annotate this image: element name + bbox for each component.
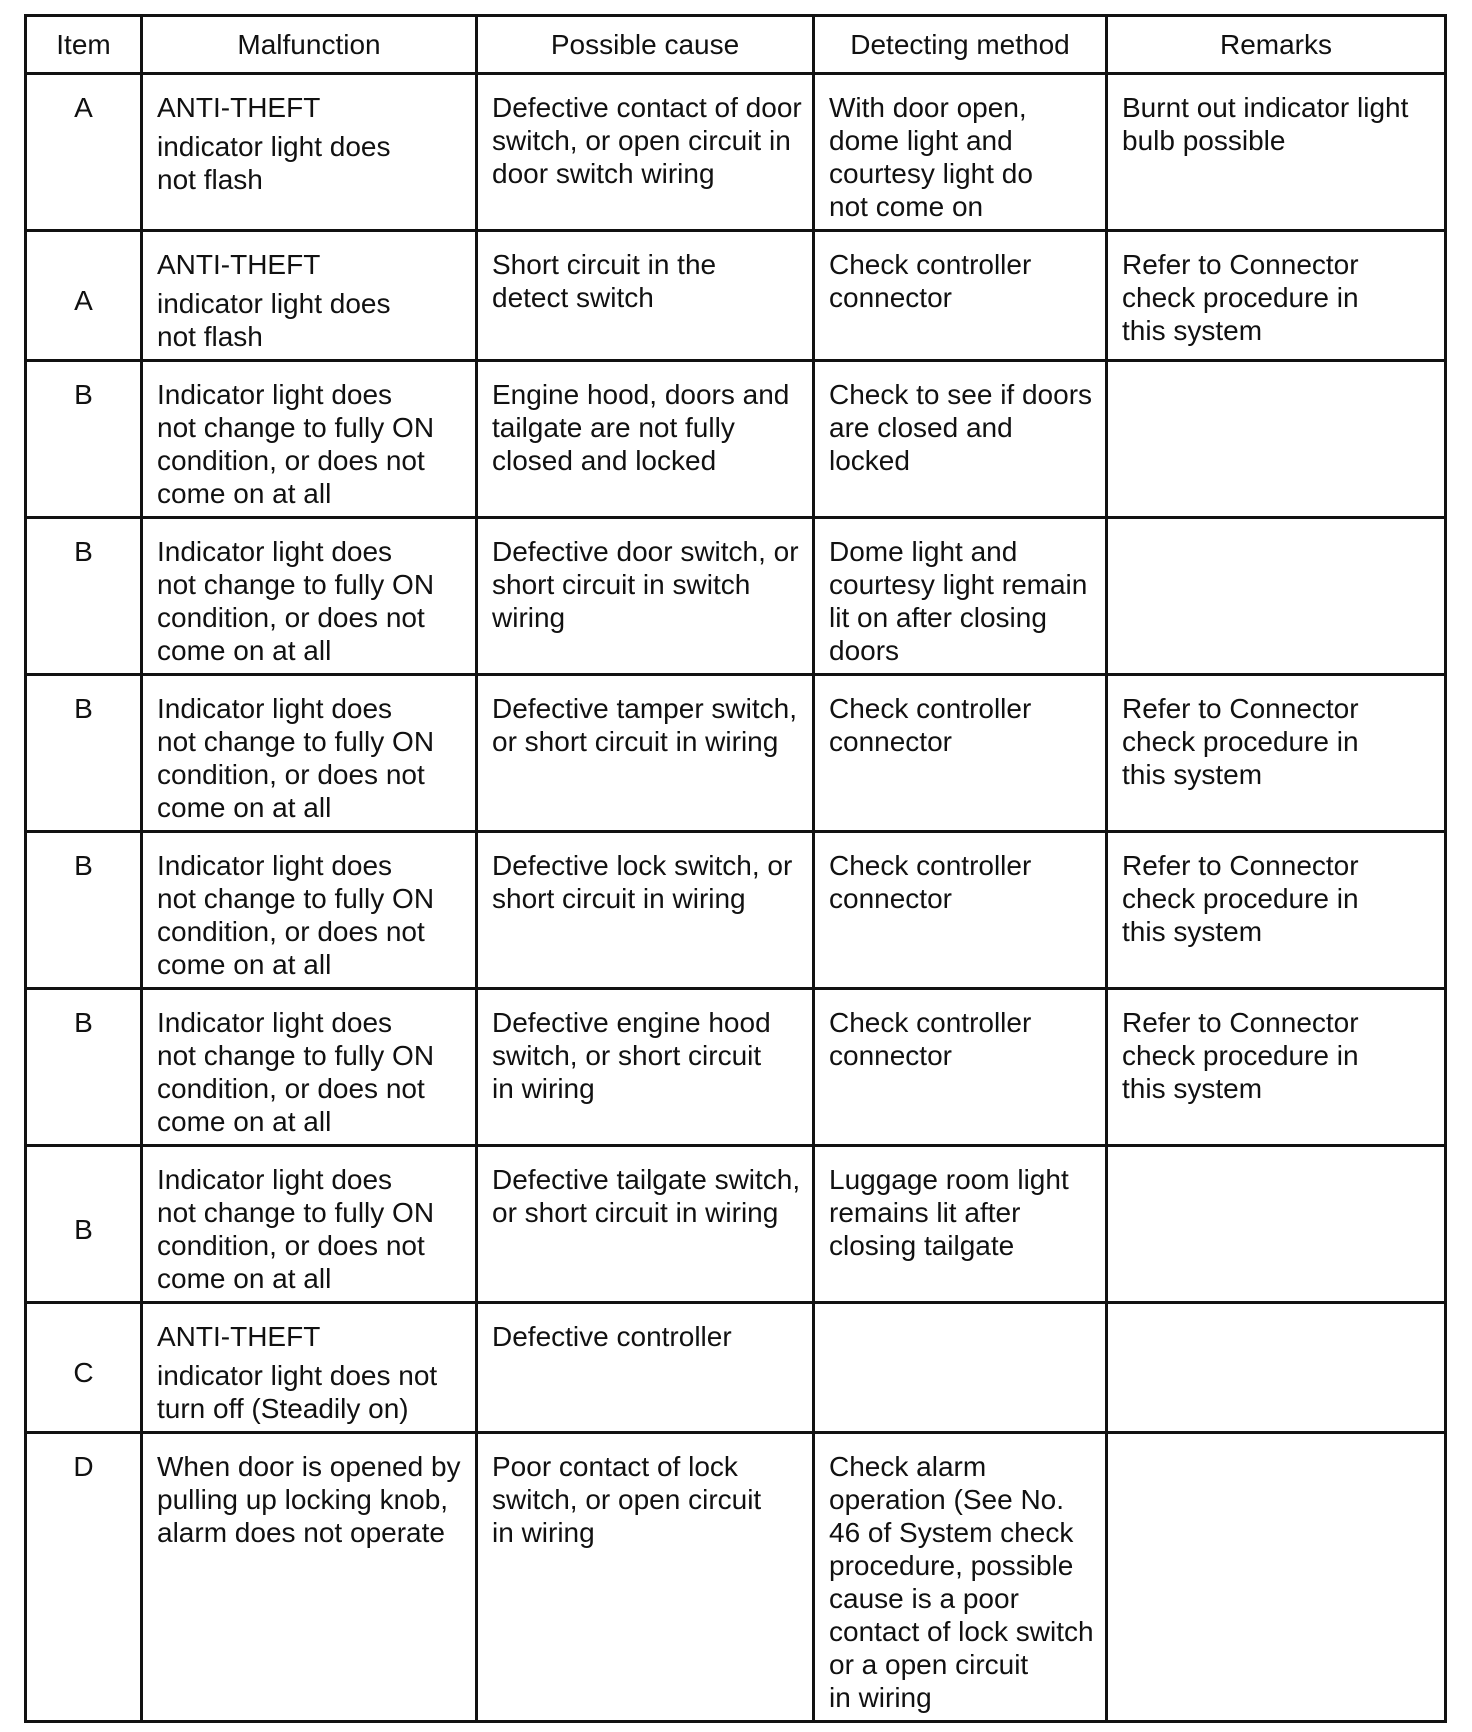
cell-detecting-method: Check controller connector	[814, 675, 1107, 832]
cell-detecting-method: Check controller connector	[814, 832, 1107, 989]
table-row	[26, 1433, 1446, 1722]
cell-possible-cause: Defective door switch, or short circuit in switch wiring	[477, 518, 814, 675]
header-row	[26, 16, 1446, 74]
cell-malfunction: Indicator light does not change to fully ON condition, or does not come on at all	[142, 361, 477, 518]
cell-remarks: Refer to Connector check procedure in this system	[1107, 231, 1446, 361]
cell-detecting-method: With door open, dome light and courtesy light do not come on	[814, 74, 1107, 231]
cell-item: B	[26, 1146, 142, 1303]
cell-remarks: Burnt out indicator light bulb possible	[1107, 74, 1446, 231]
table-row	[26, 675, 1446, 832]
table-row	[26, 989, 1446, 1146]
cell-malfunction: Indicator light does not change to fully ON condition, or does not come on at all	[142, 832, 477, 989]
cell-remarks	[1107, 1303, 1446, 1433]
cell-remarks	[1107, 1433, 1446, 1722]
cell-item: A	[26, 74, 142, 231]
cell-possible-cause: Defective lock switch, or short circuit in wiring	[477, 832, 814, 989]
cell-detecting-method	[814, 1303, 1107, 1433]
cell-item: B	[26, 518, 142, 675]
cell-item: B	[26, 832, 142, 989]
cell-detecting-method: Check to see if doors are closed and locked	[814, 361, 1107, 518]
cell-item: C	[26, 1303, 142, 1433]
cell-malfunction	[142, 231, 477, 361]
table-row	[26, 231, 1446, 361]
cell-malfunction: Indicator light does not change to fully ON condition, or does not come on at all	[142, 518, 477, 675]
cell-detecting-method: Check alarm operation (See No. 46 of System check procedure, possible cause is a poor contact of lock switch or a open circuit in wiring	[814, 1433, 1107, 1722]
table-row	[26, 361, 1446, 518]
cell-possible-cause: Defective tailgate switch, or short circuit in wiring	[477, 1146, 814, 1303]
malfunction-title: ANTI-THEFT	[157, 1321, 321, 1352]
table-row	[26, 1146, 1446, 1303]
cell-item: B	[26, 675, 142, 832]
cell-possible-cause: Defective tamper switch, or short circuit in wiring	[477, 675, 814, 832]
cell-remarks: Refer to Connector check procedure in this system	[1107, 989, 1446, 1146]
cell-malfunction	[142, 1303, 477, 1433]
header-detecting-method: Detecting method	[814, 16, 1107, 74]
troubleshooting-table-container	[24, 14, 1444, 1723]
header-possible-cause: Possible cause	[477, 16, 814, 74]
cell-malfunction: Indicator light does not change to fully ON condition, or does not come on at all	[142, 675, 477, 832]
malfunction-text: indicator light does not turn off (Steadily on)	[157, 1360, 438, 1424]
table-row	[26, 518, 1446, 675]
header-malfunction: Malfunction	[142, 16, 477, 74]
cell-item: B	[26, 989, 142, 1146]
malfunction-text: indicator light does not flash	[157, 131, 391, 195]
table-row	[26, 832, 1446, 989]
cell-detecting-method: Check controller connector	[814, 231, 1107, 361]
cell-item: A	[26, 231, 142, 361]
cell-possible-cause: Defective contact of door switch, or open circuit in door switch wiring	[477, 74, 814, 231]
cell-remarks: Refer to Connector check procedure in this system	[1107, 832, 1446, 989]
cell-malfunction: When door is opened by pulling up locking knob, alarm does not operate	[142, 1433, 477, 1722]
cell-remarks	[1107, 1146, 1446, 1303]
cell-detecting-method: Dome light and courtesy light remain lit on after closing doors	[814, 518, 1107, 675]
cell-malfunction	[142, 74, 477, 231]
table-row	[26, 74, 1446, 231]
cell-remarks: Refer to Connector check procedure in this system	[1107, 675, 1446, 832]
table-row	[26, 1303, 1446, 1433]
malfunction-title: ANTI-THEFT	[157, 249, 321, 280]
header-remarks: Remarks	[1107, 16, 1446, 74]
cell-possible-cause: Defective controller	[477, 1303, 814, 1433]
cell-detecting-method: Check controller connector	[814, 989, 1107, 1146]
troubleshooting-table	[24, 14, 1447, 1723]
cell-malfunction: Indicator light does not change to fully ON condition, or does not come on at all	[142, 989, 477, 1146]
cell-item: B	[26, 361, 142, 518]
cell-item: D	[26, 1433, 142, 1722]
cell-remarks	[1107, 361, 1446, 518]
cell-malfunction: Indicator light does not change to fully ON condition, or does not come on at all	[142, 1146, 477, 1303]
malfunction-title: ANTI-THEFT	[157, 92, 321, 123]
cell-detecting-method: Luggage room light remains lit after closing tailgate	[814, 1146, 1107, 1303]
cell-possible-cause: Short circuit in the detect switch	[477, 231, 814, 361]
cell-possible-cause: Poor contact of lock switch, or open circuit in wiring	[477, 1433, 814, 1722]
cell-possible-cause: Defective engine hood switch, or short circuit in wiring	[477, 989, 814, 1146]
cell-possible-cause: Engine hood, doors and tailgate are not fully closed and locked	[477, 361, 814, 518]
cell-remarks	[1107, 518, 1446, 675]
header-item: Item	[26, 16, 142, 74]
malfunction-text: indicator light does not flash	[157, 288, 391, 352]
